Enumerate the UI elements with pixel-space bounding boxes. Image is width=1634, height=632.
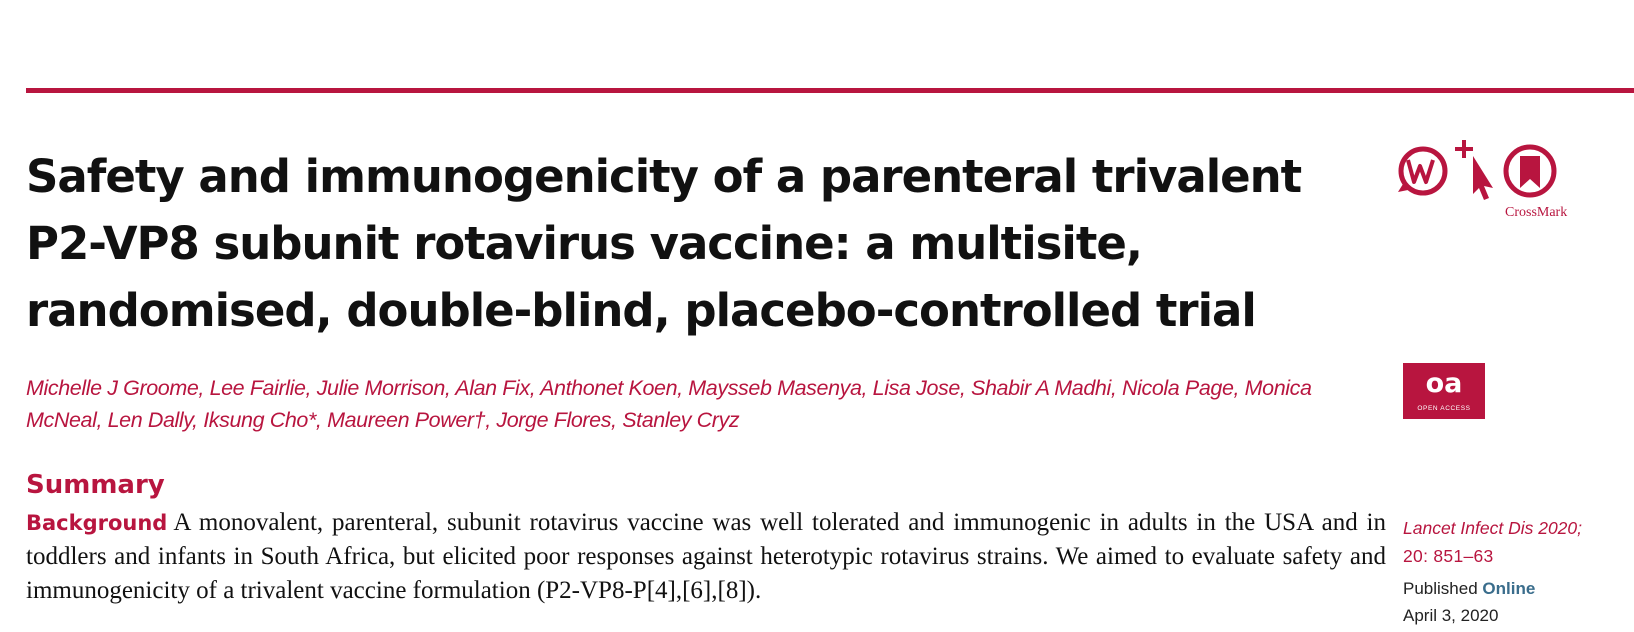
top-rule (26, 88, 1634, 93)
published-prefix: Published (1403, 579, 1478, 598)
background-text: A monovalent, parenteral, subunit rotavirus vaccine was well tolerated and immunogenic in adults in the USA and in toddlers and infants in South Africa, but elicited poor responses against heterotypic rotavirus strains. We aimed to evaluate safety and immunogenicity of a trivalent vaccine formulation (P2-VP8-P[4],[6],[8]). (26, 509, 1386, 604)
oa-mark: oa (1425, 368, 1463, 399)
background-paragraph (26, 506, 1386, 608)
crossmark-label: CrossMark (1505, 205, 1568, 220)
journal-citation[interactable] (1403, 514, 1634, 570)
author-list: Michelle J Groome, Lee Fairlie, Julie Morrison, Alan Fix, Anthonet Koen, Maysseb Masenya, Lisa Jose, Shabir A Madhi, Nicola Page, Monica McNeal, Len Dally, Iksung Cho*, Maureen Power†, Jorge Flores, Stanley Cryz (26, 376, 1312, 432)
published-online-link[interactable]: Online (1482, 579, 1536, 598)
background-label: Background (26, 511, 168, 535)
open-access-badge (1403, 363, 1485, 419)
volume-pages: 20: 851–63 (1403, 546, 1494, 566)
published-date: April 3, 2020 (1403, 606, 1499, 625)
journal-name: Lancet Infect Dis 2020; (1403, 518, 1582, 538)
open-access-label: OPEN ACCESS (1417, 405, 1471, 412)
published-line (1403, 576, 1535, 602)
summary-heading: Summary (26, 470, 165, 500)
article-title: Safety and immunogenicity of a parenteral trivalent P2-VP8 subunit rotavirus vaccine: a multisite, randomised, double-blind, placebo-controlled trial (26, 150, 1302, 337)
